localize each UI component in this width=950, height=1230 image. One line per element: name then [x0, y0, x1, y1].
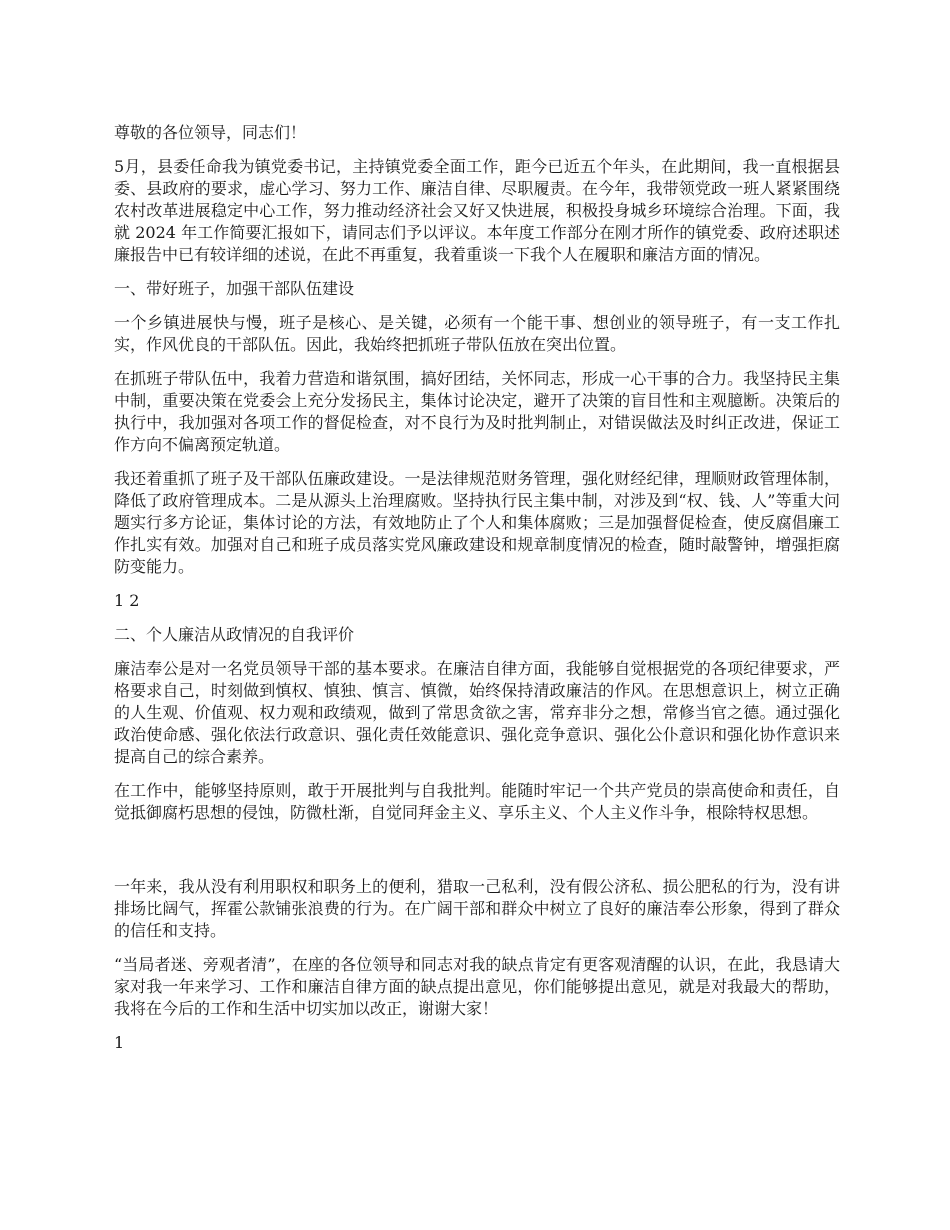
section-heading-1: 一、带好班子，加强干部队伍建设: [114, 279, 355, 298]
section1-paragraph-1: 一个乡镇进展快与慢，班子是核心、是关键，必须有一个能干事、想创业的领导班子，有一支工作扎实，作风优良的干部队伍。因此，我始终把抓班子带队伍放在突出位置。: [114, 313, 840, 354]
blank-gap: [114, 836, 840, 876]
section2-paragraph-3: 一年来，我从没有利用职权和职务上的便利，猎取一己私利，没有假公济私、损公肥私的行为，没有讲排场比阔气，挥霍公款铺张浪费的行为。在广阔干部和群众中树立了良好的廉洁奉公形象，得到了群众的信任和支持。: [114, 877, 840, 940]
closing-paragraph: “当局者迷、旁观者清”，在座的各位领导和同志对我的缺点肯定有更客观清醒的认识，在此，我恳请大家对我一年来学习、工作和廉洁自律方面的缺点提出意见，你们能够提出意见，就是对我最大的帮助，我将在今后的工作和生活中切实加以改正，谢谢大家！: [114, 955, 840, 1018]
page-marker: 1 2: [114, 591, 140, 610]
salutation: 尊敬的各位领导，同志们！: [114, 123, 307, 142]
intro-paragraph: 5月，县委任命我为镇党委书记，主持镇党委全面工作，距今已近五个年头，在此期间，我一直根据县委、县政府的要求，虚心学习、努力工作、廉洁自律、尽职履责。在今年，我带领党政一班人紧紧围绕农村改革进展稳定中心工作，努力推动经济社会又好又快进展，积极投身城乡环境综合治理。下面，我就 2024 年工作简要汇报如下，请同志们予以评议。本年度工作部分在刚才所作的镇党委、政府述职述廉报告中已有较详细的述说，在此不再重复，我着重谈一下我个人在履职和廉洁方面的情况。: [114, 157, 840, 264]
section1-paragraph-2: 在抓班子带队伍中，我着力营造和谐氛围，搞好团结，关怀同志，形成一心干事的合力。我坚持民主集中制，重要决策在党委会上充分发扬民主，集体讨论决定，避开了决策的盲目性和主观臆断。决策后的执行中，我加强对各项工作的督促检查，对不良行为及时批判制止，对错误做法及时纠正改进，保证工作方向不偏离预定轨道。: [114, 369, 840, 454]
page-number: 1: [114, 1033, 125, 1052]
section2-paragraph-1: 廉洁奉公是对一名党员领导干部的基本要求。在廉洁自律方面，我能够自觉根据党的各项纪律要求，严格要求自己，时刻做到慎权、慎独、慎言、慎微，始终保持清政廉洁的作风。在思想意识上，树立正确的人生观、价值观、权力观和政绩观，做到了常思贪欲之害，常弃非分之想，常修当官之德。通过强化政治使命感、强化依法行政意识、强化责任效能意识、强化竞争意识、强化公仆意识和强化协作意识来提高自己的综合素养。: [114, 659, 840, 766]
section1-paragraph-3: 我还着重抓了班子及干部队伍廉政建设。一是法律规范财务管理，强化财经纪律，理顺财政管理体制，降低了政府管理成本。二是从源头上治理腐败。坚持执行民主集中制，对涉及到“权、钱、人”等重大问题实行多方论证，集体讨论的方法，有效地防止了个人和集体腐败；三是加强督促检查，使反腐倡廉工作扎实有效。加强对自己和班子成员落实党风廉政建设和规章制度情况的检查，随时敲警钟，增强拒腐防变能力。: [114, 469, 840, 576]
section2-paragraph-2: 在工作中，能够坚持原则，敢于开展批判与自我批判。能随时牢记一个共产党员的崇高使命和责任，自觉抵御腐朽思想的侵蚀，防微杜渐，自觉同拜金主义、享乐主义、个人主义作斗争，根除特权思想。: [114, 781, 840, 822]
document-page: [114, 122, 840, 1066]
section-heading-2: 二、个人廉洁从政情况的自我评价: [114, 625, 355, 644]
